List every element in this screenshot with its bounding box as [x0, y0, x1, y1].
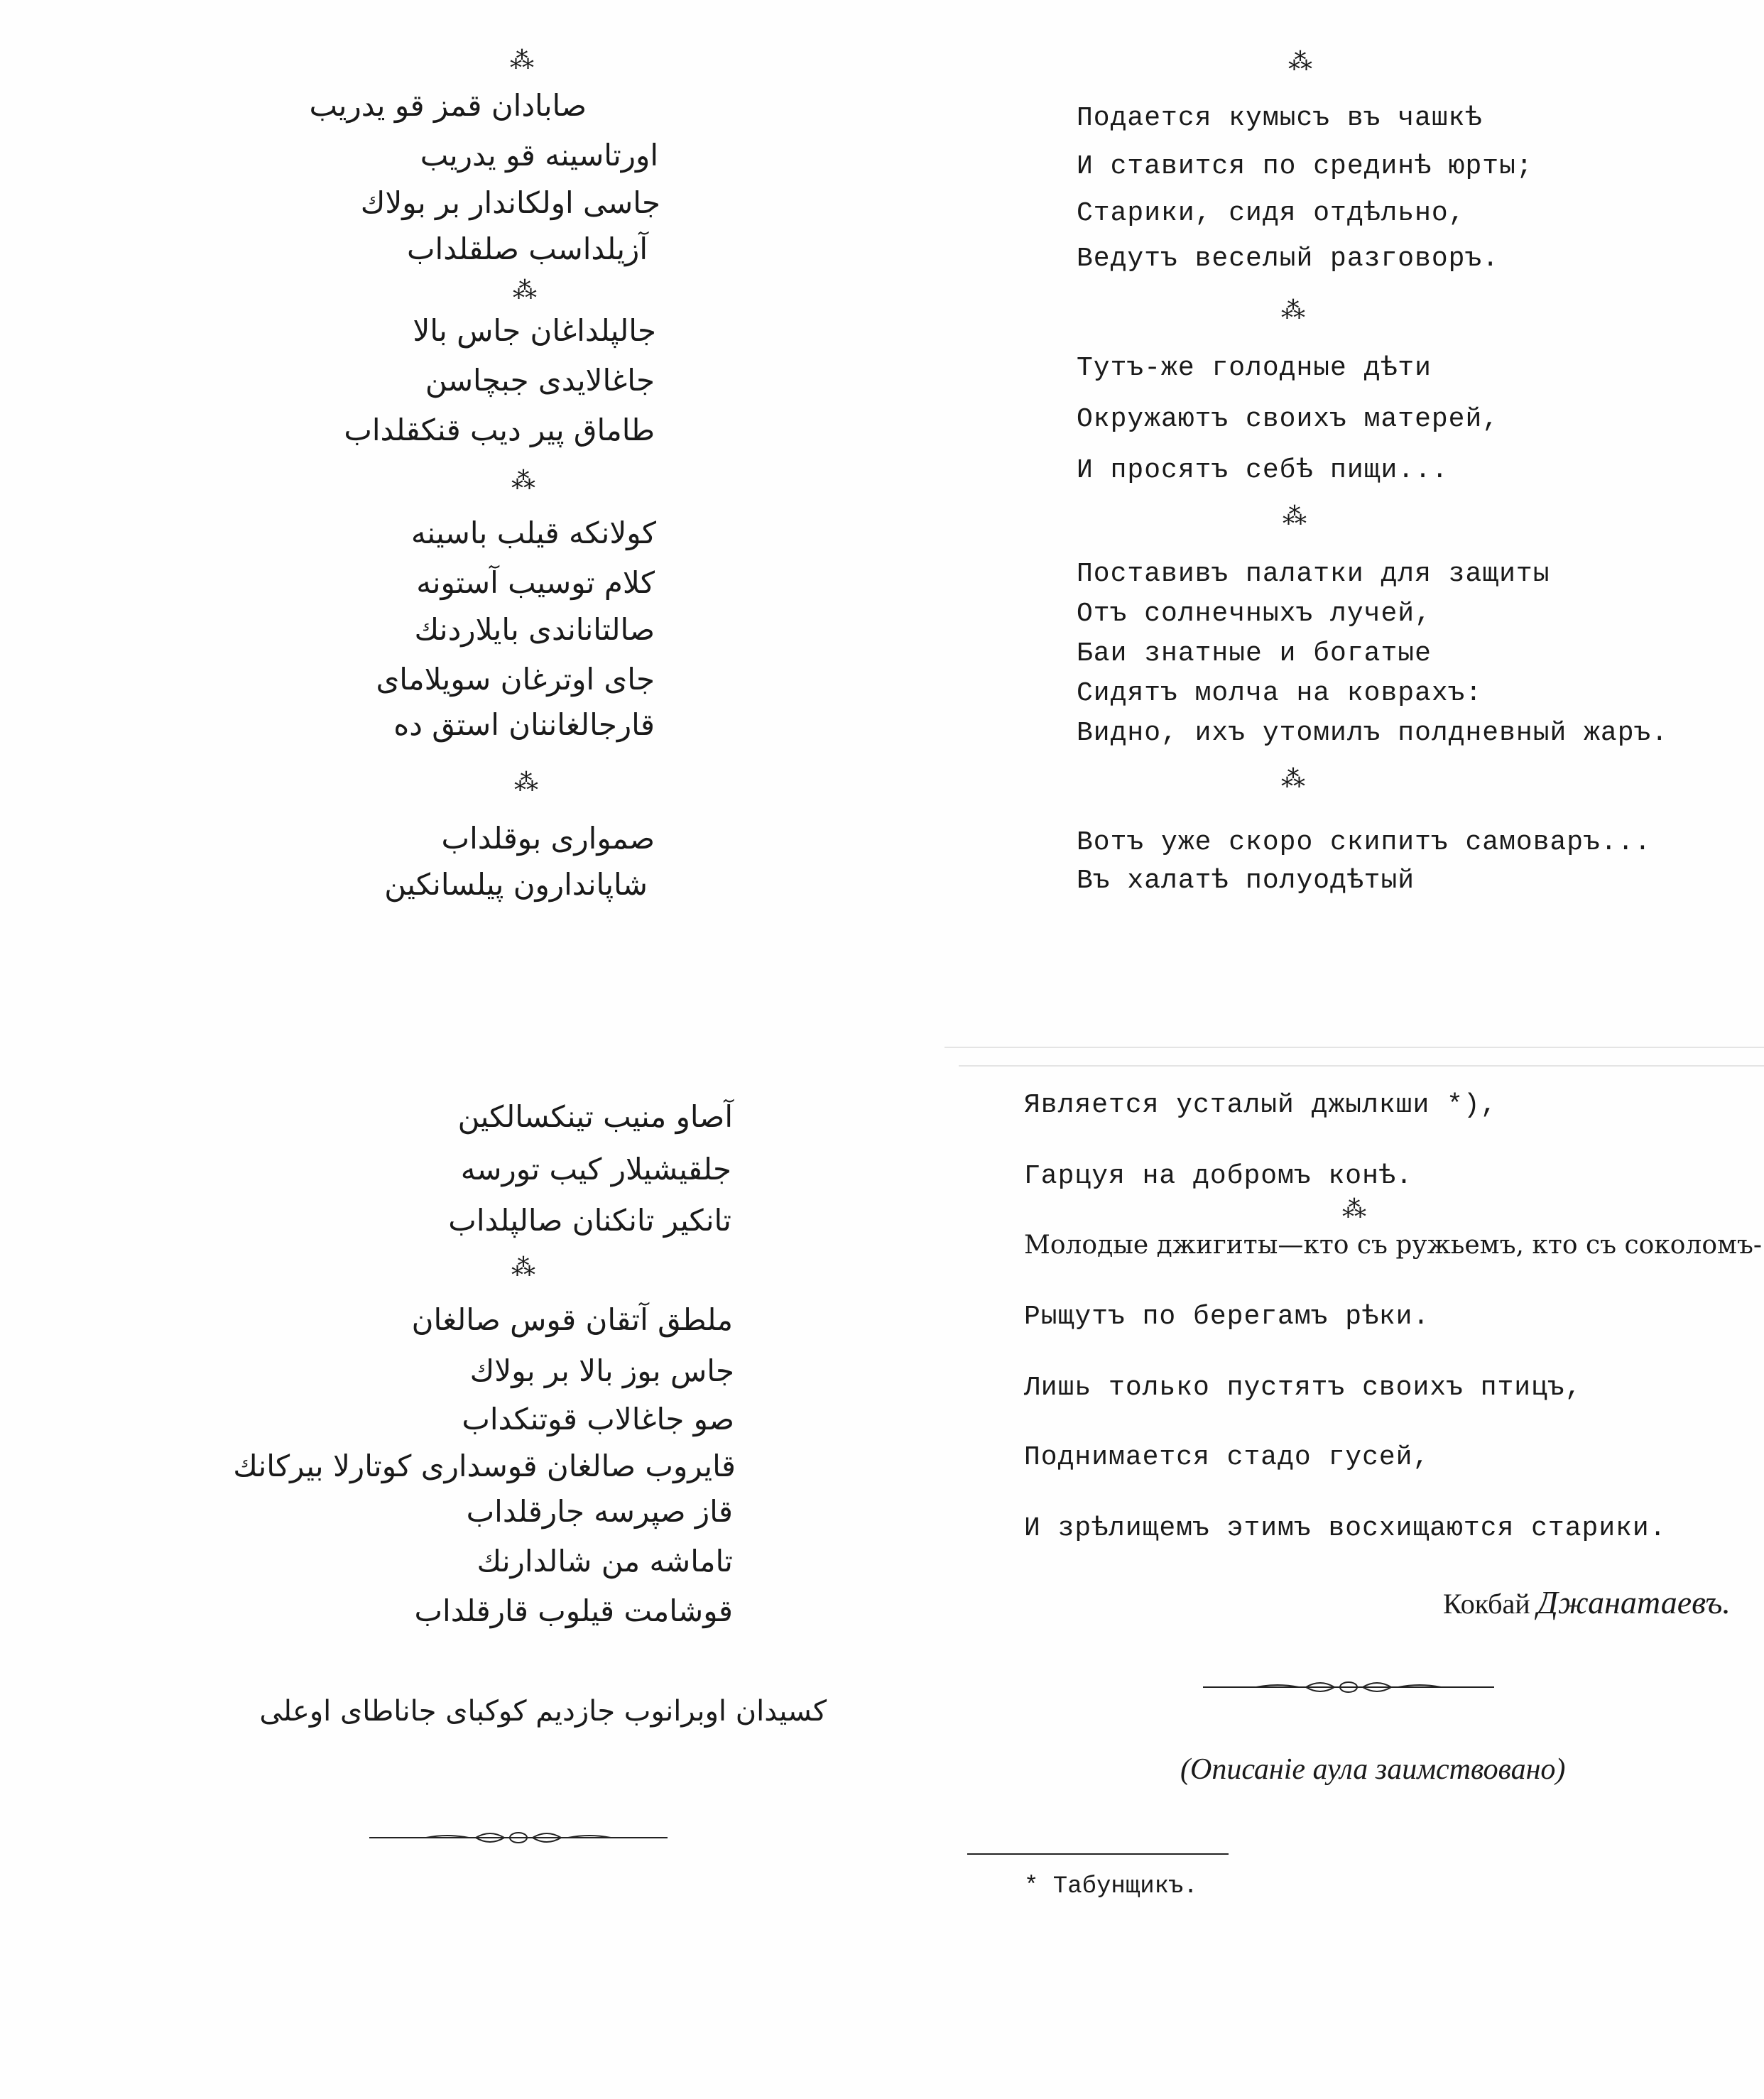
russian-poem-bottom	[882, 1050, 1764, 2099]
star-separator: ⁂	[1288, 48, 1315, 76]
poem-line: И просятъ себѣ пищи...	[1077, 455, 1449, 486]
poem-signature: كسيدان اوبرانوب جازديم كوكبای جاناطای اوعلی	[259, 1695, 827, 1728]
poem-line: جای اوترغان سويلاماى	[376, 662, 655, 697]
ornamental-divider	[369, 1829, 668, 1846]
poem-line: Окружаютъ своихъ матерей,	[1077, 404, 1500, 435]
poem-line: جاسی اولكاندار بر بولاك	[360, 185, 660, 220]
poem-line: جلقيشيلار كيب تورسه	[460, 1152, 731, 1187]
arabic-poem-top	[0, 0, 882, 1050]
poem-line: Въ халатѣ полуодѣтый	[1077, 866, 1415, 896]
poem-line: قاز صپرسه جارقلداب	[466, 1494, 733, 1529]
poem-line: صابادان قمز قو يدريب	[309, 88, 587, 123]
poem-line: طاماق پير ديب قنكقلداب	[344, 413, 655, 447]
poem-line: Ведутъ веселый разговоръ.	[1077, 244, 1500, 274]
poem-line: Рыщутъ по берегамъ рѣки.	[1024, 1302, 1430, 1332]
poem-line: صمواری بوقلداب	[441, 821, 655, 856]
author-first-name: Кокбай	[1443, 1588, 1530, 1620]
russian-poem-top	[882, 0, 1764, 1050]
star-separator: ⁂	[1281, 765, 1308, 793]
poem-line: تانكير تانكنان صالپلداب	[448, 1203, 731, 1238]
poem-line: Гарцуя на добромъ конѣ.	[1024, 1161, 1413, 1192]
poem-line: И зрѣлищемъ этимъ восхищаются старики.	[1024, 1513, 1667, 1544]
poem-line: И ставится по срединѣ юрты;	[1077, 151, 1533, 182]
poem-line: Вотъ уже скоро скипитъ самоваръ...	[1077, 827, 1652, 858]
poem-line: Подается кумысъ въ чашкѣ	[1077, 103, 1483, 133]
poem-line: قوشامت قيلوب قارقلداب	[414, 1593, 733, 1628]
poem-line: كلام توسيب آستونه	[416, 565, 655, 600]
poem-line: آصاو منيب تينكسالكين	[457, 1099, 733, 1134]
star-separator: ⁂	[1281, 296, 1308, 325]
poem-line: Тутъ-же голодные дѣти	[1077, 353, 1432, 383]
footnote-rule	[967, 1853, 1229, 1855]
poem-line: صو جاغالاب قوتنكداب	[462, 1402, 734, 1436]
poem-line: كولانكه قيلب باسينه	[410, 516, 656, 550]
poem-line: Молодые джигиты—кто съ ружьемъ, кто съ соколомъ-	[1024, 1231, 1763, 1260]
source-credit: (Описаніе аула заимствовано)	[1180, 1753, 1566, 1786]
author-last-name: Джанатаевъ.	[1537, 1584, 1731, 1620]
poem-line: Баи знатные и богатые	[1077, 638, 1432, 669]
star-separator: ⁂	[1283, 502, 1310, 530]
poem-line: Является усталый джылкши *),	[1024, 1090, 1498, 1121]
poem-line: Поднимается стадо гусей,	[1024, 1442, 1430, 1473]
poem-line: قايروب صالغان قوسداری كوتارلا بيركانك	[233, 1449, 736, 1483]
star-separator: ⁂	[514, 768, 541, 797]
poem-line: Лишь только пустятъ своихъ птицъ,	[1024, 1373, 1582, 1403]
poem-line: جاس بوز بالا بر بولاك	[469, 1353, 734, 1388]
poem-line: ملطق آتقان قوس صالغان	[411, 1302, 733, 1337]
poem-line: تاماشه من شالدارنك	[477, 1544, 733, 1579]
author-signature	[1443, 1583, 1731, 1621]
poem-line: اورتاسينه قو يدريب	[420, 138, 658, 173]
poem-line: Отъ солнечныхъ лучей,	[1077, 599, 1432, 629]
star-separator: ⁂	[513, 276, 540, 305]
poem-line: Поставивъ палатки для защиты	[1077, 559, 1550, 589]
star-separator: ⁂	[510, 46, 537, 75]
poem-line: قارجالغاننان استق ده	[393, 707, 655, 742]
poem-line: جالپلداغان جاس بالا	[413, 313, 656, 348]
poem-line: صالتاناندی بايلاردنك	[414, 612, 655, 647]
poem-line: آزيلداسب صلقلداب	[406, 231, 648, 266]
ornamental-divider	[1203, 1679, 1494, 1696]
star-separator: ⁂	[511, 1253, 538, 1282]
footnote: * Табунщикъ.	[1024, 1873, 1198, 1900]
star-separator: ⁂	[511, 467, 538, 495]
poem-line: جاغالايدی جبچاسن	[425, 363, 655, 398]
poem-line: Старики, сидя отдѣльно,	[1077, 198, 1466, 229]
star-separator: ⁂	[1342, 1195, 1369, 1223]
arabic-poem-bottom	[0, 1050, 882, 2099]
poem-line: شاپاندارون پيلسانكين	[384, 867, 648, 902]
poem-line: Видно, ихъ утомилъ полдневный жаръ.	[1077, 718, 1669, 748]
poem-line: Сидятъ молча на коврахъ:	[1077, 678, 1483, 709]
